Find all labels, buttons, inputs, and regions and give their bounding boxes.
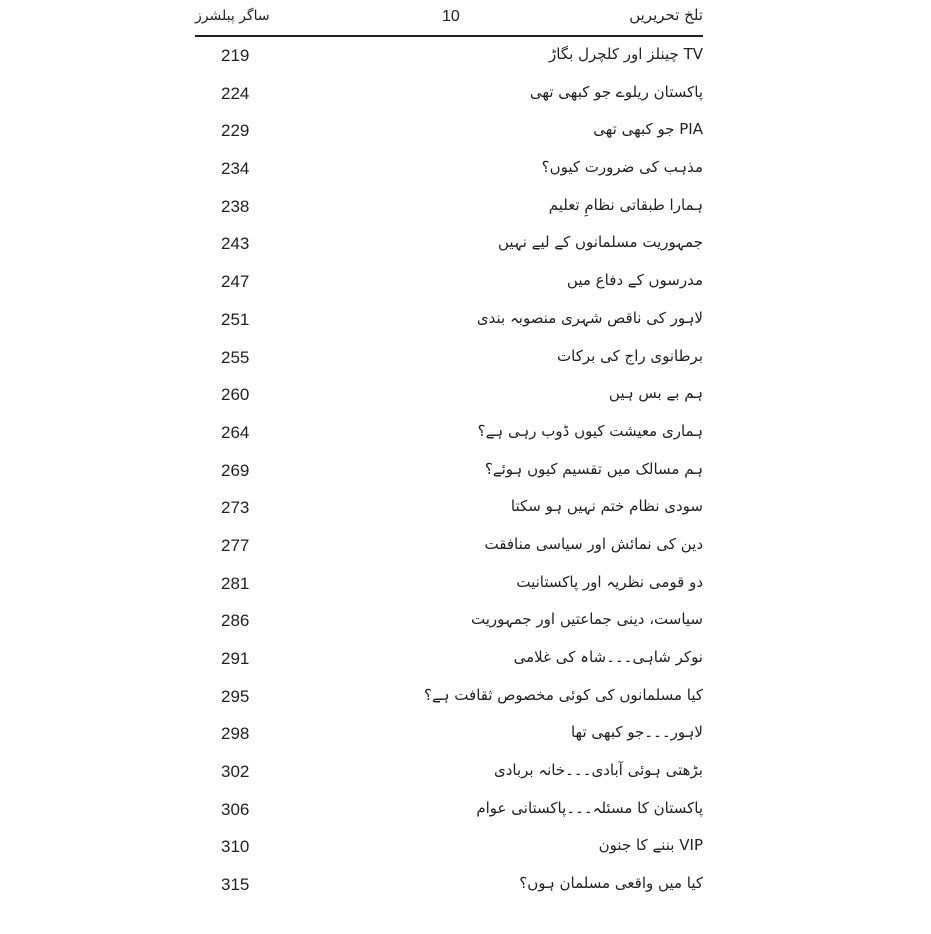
toc-entry [195, 833, 703, 871]
toc-title: لاہور۔۔۔جو کبھی تھا [570, 723, 703, 742]
toc-title: TV چینلز اور کلچرل بگاڑ [549, 45, 703, 63]
toc-page-number: 298 [221, 724, 250, 744]
toc-entry [195, 306, 703, 344]
publisher-name: ساگر پبلشرز [195, 8, 270, 24]
toc-page-number: 273 [221, 498, 250, 518]
toc-page-number: 251 [221, 309, 250, 329]
toc-entry [195, 268, 703, 306]
toc-page-number: 234 [221, 159, 250, 179]
toc-page-number: 302 [221, 762, 250, 782]
toc-title: نوکر شاہی۔۔۔شاہ کی غلامی [513, 648, 703, 666]
toc-title: سیاست، دینی جماعتیں اور جمہوریت [471, 610, 703, 629]
toc-entry [195, 720, 703, 758]
toc-page-number: 243 [221, 234, 250, 254]
toc-entry [195, 42, 703, 80]
toc-title: ہماری معیشت کیوں ڈوب رہی ہے؟ [477, 421, 703, 440]
toc-entry [195, 155, 703, 193]
toc-page-number: 306 [221, 799, 250, 819]
toc-page-number: 260 [221, 385, 250, 405]
toc-entry [195, 344, 703, 382]
toc-title: بڑھتی ہوئی آبادی۔۔۔خانہ بربادی [493, 761, 703, 780]
toc-entry [195, 230, 703, 268]
toc-title: ہمارا طبقاتی نظامِ تعلیم [548, 195, 703, 214]
toc-entry [195, 871, 703, 909]
toc-entry [195, 419, 703, 457]
toc-page-number: 229 [221, 121, 250, 141]
toc-page-number: 277 [221, 535, 250, 555]
toc-entry [195, 117, 703, 155]
toc-title: ہم بے بس ہیں [608, 384, 703, 403]
running-header [195, 4, 703, 34]
toc-page-number: 255 [221, 347, 250, 367]
toc-page-number: 295 [221, 686, 250, 706]
toc-page-number: 247 [221, 272, 250, 292]
toc-title: لاہور کی ناقص شہری منصوبہ بندی [476, 308, 703, 327]
toc-title: پاکستان ریلوے جو کبھی تھی [529, 82, 703, 101]
toc-entry [195, 796, 703, 834]
toc-page-number: 269 [221, 460, 250, 480]
toc-entry [195, 758, 703, 796]
toc-title: PIA جو کبھی تھی [593, 120, 703, 139]
toc-entry [195, 683, 703, 721]
toc-page-number: 219 [221, 46, 250, 65]
toc-page-number: 224 [221, 83, 250, 103]
toc-entry [195, 193, 703, 231]
toc-title: ہم مسالک میں تقسیم کیوں ہوئے؟ [484, 459, 703, 478]
toc-title: پاکستان کا مسئلہ۔۔۔پاکستانی عوام [476, 798, 703, 817]
toc-title: کیا مسلمانوں کی کوئی مخصوص ثقافت ہے؟ [423, 685, 703, 704]
toc-title: VIP بننے کا جنون [598, 836, 703, 855]
toc-title: جمہوریت مسلمانوں کے لیے نہیں [498, 233, 703, 252]
toc-page-number: 310 [221, 837, 250, 857]
toc-page-number: 264 [221, 422, 250, 442]
header-divider [195, 35, 703, 37]
toc-entry [195, 494, 703, 532]
book-title: تلخ تحریریں [629, 6, 703, 24]
toc-title: مدرسوں کے دفاع میں [566, 271, 703, 290]
toc-entry [195, 607, 703, 645]
toc-title: مذہب کی ضرورت کیوں؟ [541, 158, 703, 177]
toc-page-number: 238 [221, 196, 250, 216]
toc-entry [195, 645, 703, 683]
toc-page-number: 291 [221, 649, 250, 668]
toc-entry [195, 457, 703, 495]
toc-title: سودی نظام ختم نہیں ہو سکتا [510, 497, 703, 516]
toc-entry [195, 532, 703, 570]
toc-title: برطانوی راج کی برکات [557, 346, 703, 365]
page-number: 10 [442, 8, 460, 25]
toc-title: کیا میں واقعی مسلمان ہوں؟ [519, 874, 703, 893]
toc-title: دین کی نمائش اور سیاسی منافقت [484, 534, 703, 553]
table-of-contents [195, 42, 703, 909]
toc-title: دو قومی نظریہ اور پاکستانیت [516, 572, 703, 591]
toc-entry [195, 381, 703, 419]
toc-entry [195, 80, 703, 118]
toc-entry [195, 570, 703, 608]
toc-page-number: 315 [221, 875, 250, 895]
toc-page-number: 281 [221, 573, 250, 593]
toc-page-number: 286 [221, 611, 250, 631]
